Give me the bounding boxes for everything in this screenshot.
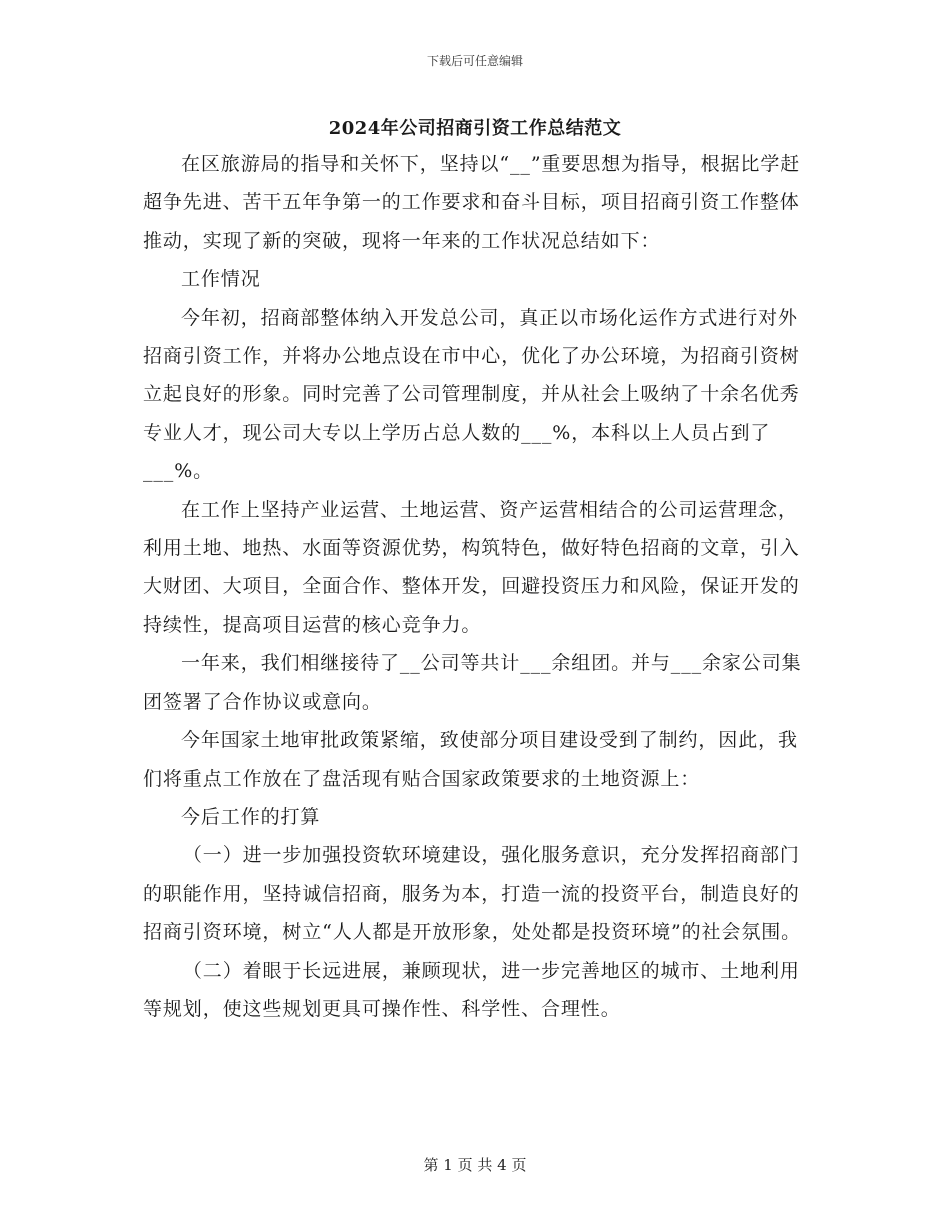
- paragraph-reorganization: 今年初，招商部整体纳入开发总公司，真正以市场化运作方式进行对外招商引资工作，并将办公地点设在市中心，优化了办公环境，为招商引资树立起良好的形象。同时完善了公司管理制度，并从社会上吸纳了十余名优秀专业人才，现公司大专以上学历占总人数的___%，本科以上人员占到了___%。: [143, 306, 800, 483]
- page-header: 下载后可任意编辑: [426, 54, 523, 68]
- paragraph-plan-2: （二）着眼于长远进展，兼顾现状，进一步完善地区的城市、土地利用等规划，使这些规划更具可操作性、科学性、合理性。: [143, 959, 800, 1020]
- document-title: 2024年公司招商引资工作总结范文: [328, 118, 622, 139]
- paragraph-operation-concept: 在工作上坚持产业运营、土地运营、资产运营相结合的公司运营理念，利用土地、地热、水面等资源优势，构筑特色，做好特色招商的文章，引入大财团、大项目，全面合作、整体开发，回避投资压力和风险，保证开发的持续性，提高项目运营的核心竞争力。: [143, 498, 800, 636]
- paragraph-intro: 在区旅游局的指导和关怀下，坚持以“__”重要思想为指导，根据比学赶超争先进、苦干五年争第一的工作要求和奋斗目标，项目招商引资工作整体推动，实现了新的突破，现将一年来的工作状况总结如下：: [143, 153, 801, 252]
- document-body: [143, 145, 803, 1028]
- paragraph-plan-1: （一）进一步加强投资软环境建设，强化服务意识，充分发挥招商部门的职能作用，坚持诚信招商，服务为本，打造一流的投资平台，制造良好的招商引资环境，树立“人人都是开放形象，处处都是投资环境”的社会氛围。: [143, 844, 802, 944]
- paragraph-reception: 一年来，我们相继接待了__公司等共计___余组团。并与___余家公司集团签署了合作协议或意向。: [143, 652, 802, 713]
- section-heading-future-plans: 今后工作的打算: [181, 805, 321, 828]
- paragraph-land-policy: 今年国家土地审批政策紧缩，致使部分项目建设受到了制约，因此，我们将重点工作放在了盘活现有贴合国家政策要求的土地资源上：: [143, 729, 798, 790]
- page-footer: 第 1 页 共 4 页: [423, 1156, 527, 1174]
- section-heading-work-status: 工作情况: [181, 268, 261, 291]
